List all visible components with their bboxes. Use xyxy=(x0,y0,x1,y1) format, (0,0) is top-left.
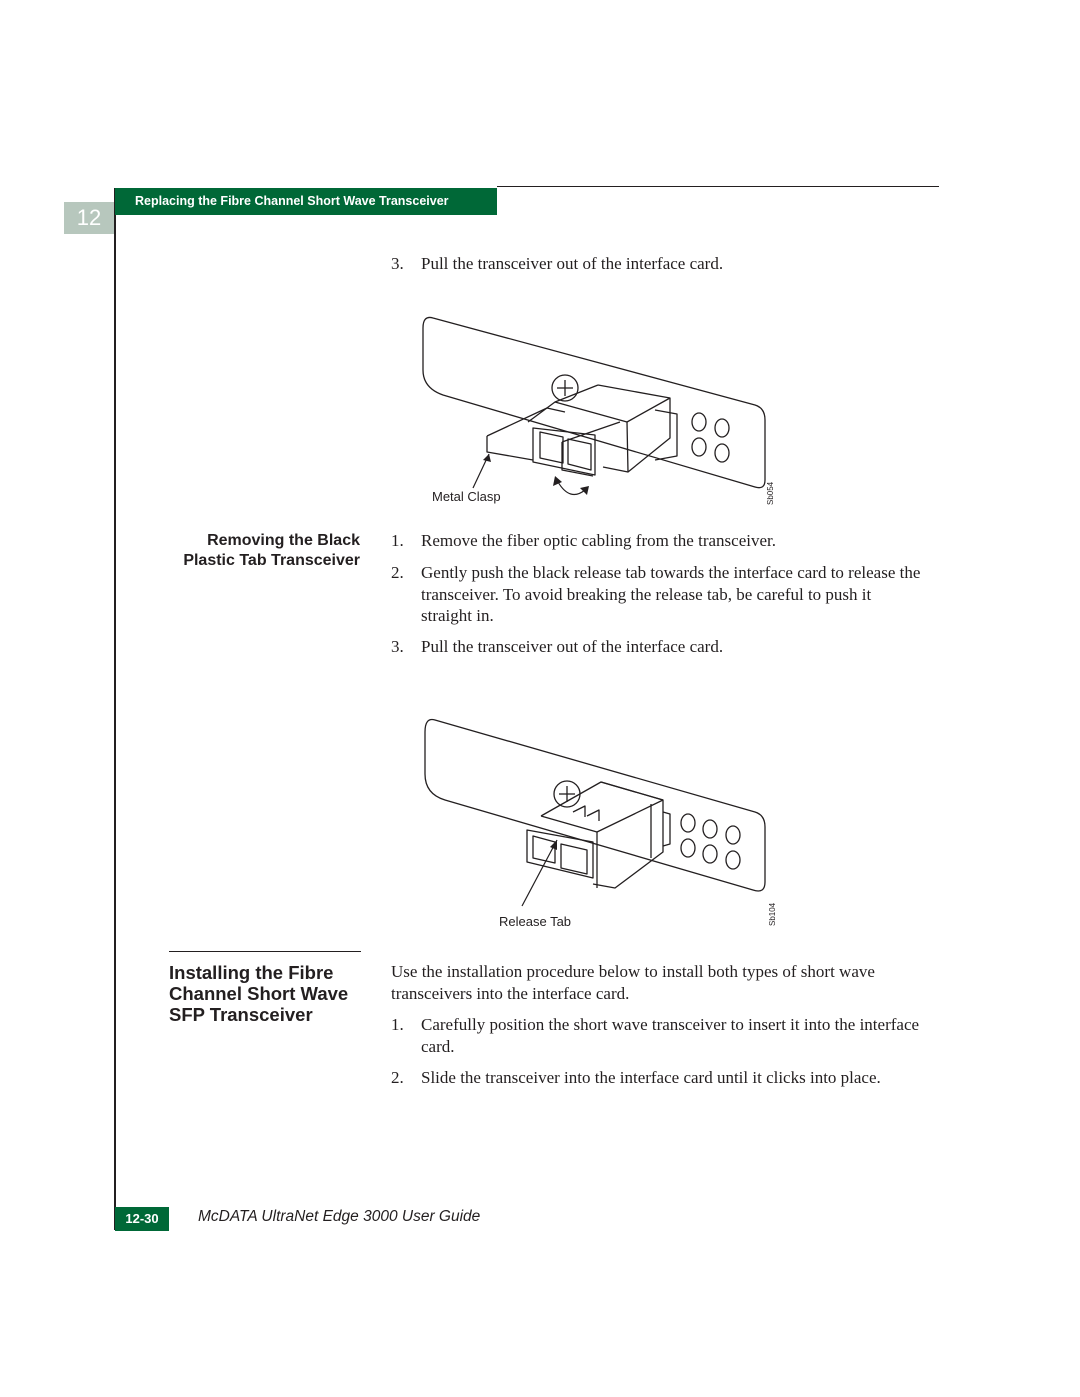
callout-label: Metal Clasp xyxy=(432,489,501,504)
section-rule xyxy=(169,951,361,952)
section-heading-installing: Installing the Fibre Channel Short Wave SFP Transceiver xyxy=(169,962,349,1025)
step-text: Pull the transceiver out of the interface card. xyxy=(421,254,724,273)
callout-label: Release Tab xyxy=(499,914,572,929)
step-text: Gently push the black release tab towards the interface card to release the transceiver. To avoid breaking the release tab, be careful to push it straight in. xyxy=(421,563,921,625)
chapter-number-tab: 12 xyxy=(64,202,114,234)
step-number: 3. xyxy=(391,637,404,656)
guide-title: McDATA UltraNet Edge 3000 User Guide xyxy=(198,1208,481,1225)
step-text: Slide the transceiver into the interface card until it clicks into place. xyxy=(421,1068,881,1087)
step-number: 1. xyxy=(391,1015,404,1034)
metal-clasp-figure xyxy=(415,310,785,510)
list-item xyxy=(391,636,921,658)
step-text: Remove the fiber optic cabling from the transceiver. xyxy=(421,531,776,550)
step-text: Pull the transceiver out of the interface card. xyxy=(421,637,724,656)
running-header: Replacing the Fibre Channel Short Wave Transceiver xyxy=(115,188,497,215)
release-tab-figure xyxy=(415,712,785,932)
step-number: 2. xyxy=(391,1068,404,1087)
list-item xyxy=(391,253,921,275)
list-item xyxy=(391,562,921,627)
list-item xyxy=(391,1067,921,1089)
interface-card-plate xyxy=(423,317,765,487)
step-number: 2. xyxy=(391,563,404,582)
step-text: Carefully position the short wave transceiver to insert it into the interface card. xyxy=(421,1015,920,1056)
figure-id: Sb104 xyxy=(768,902,777,926)
left-margin-rule xyxy=(114,188,116,1230)
step-number: 1. xyxy=(391,531,404,550)
step-number: 3. xyxy=(391,254,404,273)
list-item xyxy=(391,530,921,552)
intro-paragraph: Use the installation procedure below to install both types of short wave transceivers into the interface card. xyxy=(391,962,875,1003)
figure-id: Sb054 xyxy=(766,481,775,505)
interface-card-plate xyxy=(425,720,765,892)
header-rule xyxy=(497,186,939,187)
list-item xyxy=(391,1014,921,1057)
page-number: 12-30 xyxy=(115,1207,169,1231)
section-heading-removing: Removing the Black Plastic Tab Transceiver xyxy=(183,532,360,569)
